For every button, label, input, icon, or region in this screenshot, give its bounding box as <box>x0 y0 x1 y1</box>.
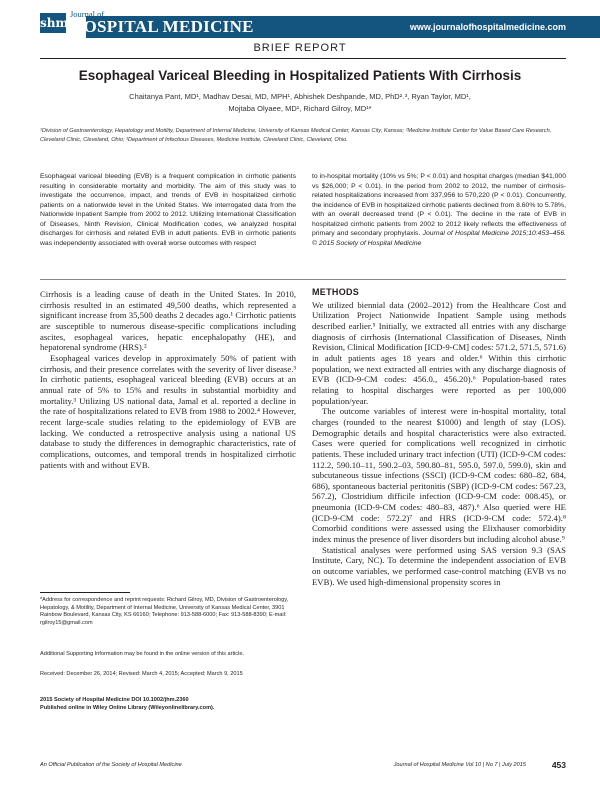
body-left-column <box>40 289 296 470</box>
shm-logo: shm <box>40 13 66 33</box>
journal-url-link[interactable]: www.journalofhospitalmedicine.com <box>409 22 566 32</box>
copyright-footnote: 2015 Society of Hospital Medicine DOI 10.1002/jhm.2360 <box>40 697 189 703</box>
header-divider <box>40 58 566 59</box>
body-right-column <box>312 287 566 587</box>
footer-publication: An Official Publication of the Society of Hospital Medicine <box>40 762 182 768</box>
body-paragraph: Cirrhosis is a leading cause of death in the United States. In 2010, cirrhosis resulted in an estimated 49,500 deaths, which represented a significant increase from 35,500 deaths 2 decades ago.¹ Cirrhotic patients are susceptible to numerous disease-specific complications including ascites, esophageal varices, hepatic encephalopathy (HE), and hepatorenal syndrome (HRS).² <box>40 289 296 353</box>
correspondence-footnote: *Address for correspondence and reprint requests: Richard Gilroy, MD, Division of Gastroenterology, Hepatology, & Motility, Department of Internal Medicine, University of Kansas Medical Center, 3901 Rainbow Boulevard, Kansas City, KS 66160; Telephone: 913-588-6000; Fax: 913-588-8390; E-mail: rgilroy15@gmail.com <box>40 597 289 626</box>
journal-name: HOSPITAL MEDICINE <box>70 17 254 36</box>
abstract-left-column: Esophageal variceal bleeding (EVB) is a frequent complication in cirrhotic patients resulting in considerable mortality and morbidity. The aim of this study was to investigate the occurrence, impact, and trends of EVB in hospitalized cirrhotic patients on a nationwide level in the United States. We interrogated data from the Nationwide Inpatient Sample from 2002 to 2012. Utilizing International Classification of Diseases, Ninth Revision, Clinical Modification codes, we analyzed hospital discharges for cirrhosis and related EVB in adult patients. EVB in cirrhotic patients was independently associated with overall worse outcomes with respect <box>40 173 296 247</box>
dates-footnote: Received: December 26, 2014; Revised: March 4, 2015; Accepted: March 9, 2015 <box>40 671 243 677</box>
authors-line-1: Chaitanya Pant, MD¹, Madhav Desai, MD, MPH¹, Abhishek Deshpande, MD, PhD²˒³, Ryan Taylor, MD¹, <box>129 92 471 101</box>
authors-line-2: Mojtaba Olyaee, MD¹, Richard Gilroy, MD¹* <box>228 104 372 113</box>
article-title: Esophageal Variceal Bleeding in Hospitalized Patients With Cirrhosis <box>78 68 522 83</box>
footnote-divider <box>40 592 130 593</box>
abstract-right-text: to in-hospital mortality (10% vs 5%; P < 0.01) and hospital charges (median $41,000 vs $26,000; P < 0.01). In the period from 2002 to 2012, the number of cirrhosis-related hospitalizations increased from 337,956 to 570,220 (P < 0.01). Concurrently, the incidence of EVB in hospitalized cirrhotic patients declined from 8.60% to 5.78%, with an overall decreased trend (P < 0.01). The decline in the rate of EVB in hospitalized cirrhotic patients from 2002 to 2012 likely reflects the effectiveness of primary and secondary prophylaxis. <box>312 173 566 237</box>
body-paragraph: The outcome variables of interest were in-hospital mortality, total charges (rounded to the nearest $1000) and length of stay (LOS). Demographic details and hospital characteristics were also extracted. Cases were queried for complications well recognized in cirrhotic patients. These included urinary tract infection (UTI) (ICD-9-CM codes: 112.2, 590.10–11, 590.2–03, 590.80–81, 595.0, 597.0, 599.0), skin and subcutaneous tissue infections (SSCI) (ICD-9-CM codes: 680–82, 684, 686), spontaneous bacterial peritonitis (SBP) (ICD-9-CM codes: 567.23, 567.2), Clostridium difficile infection (ICD-9-CM code: 008.45), or pneumonia (ICD-9-CM codes: 480–83, 487).⁶ Also queried were HE (ICD-9-CM code: 572.2)⁷ and HRS (ICD-9-CM code: 572.4).⁸ Comorbid conditions were assessed using the Elixhauser comorbidity index minus the presence of liver disorders but including alcohol abuse.⁹ <box>312 406 566 545</box>
published-footnote: Published online in Wiley Online Library (Wileyonlinelibrary.com). <box>40 705 215 711</box>
page-number: 453 <box>551 760 566 770</box>
body-paragraph: Statistical analyses were performed using SAS version 9.3 (SAS Institute, Cary, NC). To determine the independent association of EVB on outcome variables, we performed case-control matching (EVB vs no EVB). We used high-dimensional propensity scores in <box>312 544 566 587</box>
journal-masthead <box>0 0 600 42</box>
abstract-citation: Journal of Hospital Medicine 2015;10:453–456. © 2015 Society of Hospital Medicine <box>312 230 567 247</box>
supporting-info-footnote: Additional Supporting Information may be found in the online version of this article. <box>40 651 244 657</box>
page-footer <box>0 758 600 778</box>
methods-heading: METHODS <box>312 287 360 297</box>
abstract-divider <box>40 279 566 280</box>
author-list <box>80 91 520 115</box>
affiliations: ¹Division of Gastroenterology, Hepatology and Motility, Department of Internal Medicine, University of Kansas Medical Center, Kansas City, Kansas; ²Medicine Institute Center for Value Based Care Research, Cleveland Clinic, Cleveland, Ohio; ³Department of Infectious Diseases, Medicine Institute, Cleveland Clinic, Cleveland, Ohio. <box>40 128 552 143</box>
journal-prefix: Journal of <box>70 9 105 19</box>
section-label: BRIEF REPORT <box>253 42 347 54</box>
body-paragraph: Esophageal varices develop in approximately 50% of patient with cirrhosis, and their presence correlates with the severity of liver disease.³ In cirrhotic patients, esophageal variceal bleeding (EVB) occurs at an annual rate of 5% to 15% and results in substantial morbidity and mortality.³ Utilizing US national data, Jamal et al. reported a decline in the rate of hospitalizations related to EVB from 1988 to 2002.⁴ However, recent large-scale studies relating to the epidemiology of EVB are lacking. We conducted a retrospective analysis using a national US database to study the differences in demographic characteristics, rate of complications, outcomes, and temporal trends in hospitalized cirrhotic patients with and without EVB. <box>40 352 296 470</box>
footer-issue: Journal of Hospital Medicine Vol 10 | No 7 | July 2015 <box>393 762 526 768</box>
abstract-right-column <box>312 172 566 248</box>
body-paragraph: We utilized biennial data (2002–2012) from the Healthcare Cost and Utilization Project Nationwide Inpatient Sample using methods described earlier.⁵ Initially, we extracted all entries with any discharge diagnosis of cirrhosis (International Classification of Diseases, Ninth Revision, Clinical Modification [ICD-9-CM] codes: 571.2, 571.5, 571.6) in adult patients ages 18 years and older.⁶ Within this cirrhotic population, we next extracted all entries with any discharge diagnosis of EVB (ICD-9-CM codes: 456.0., 456.20).⁶ Population-based rates relating to hospital discharges were reported as per 100,000 population/year. <box>312 299 566 406</box>
